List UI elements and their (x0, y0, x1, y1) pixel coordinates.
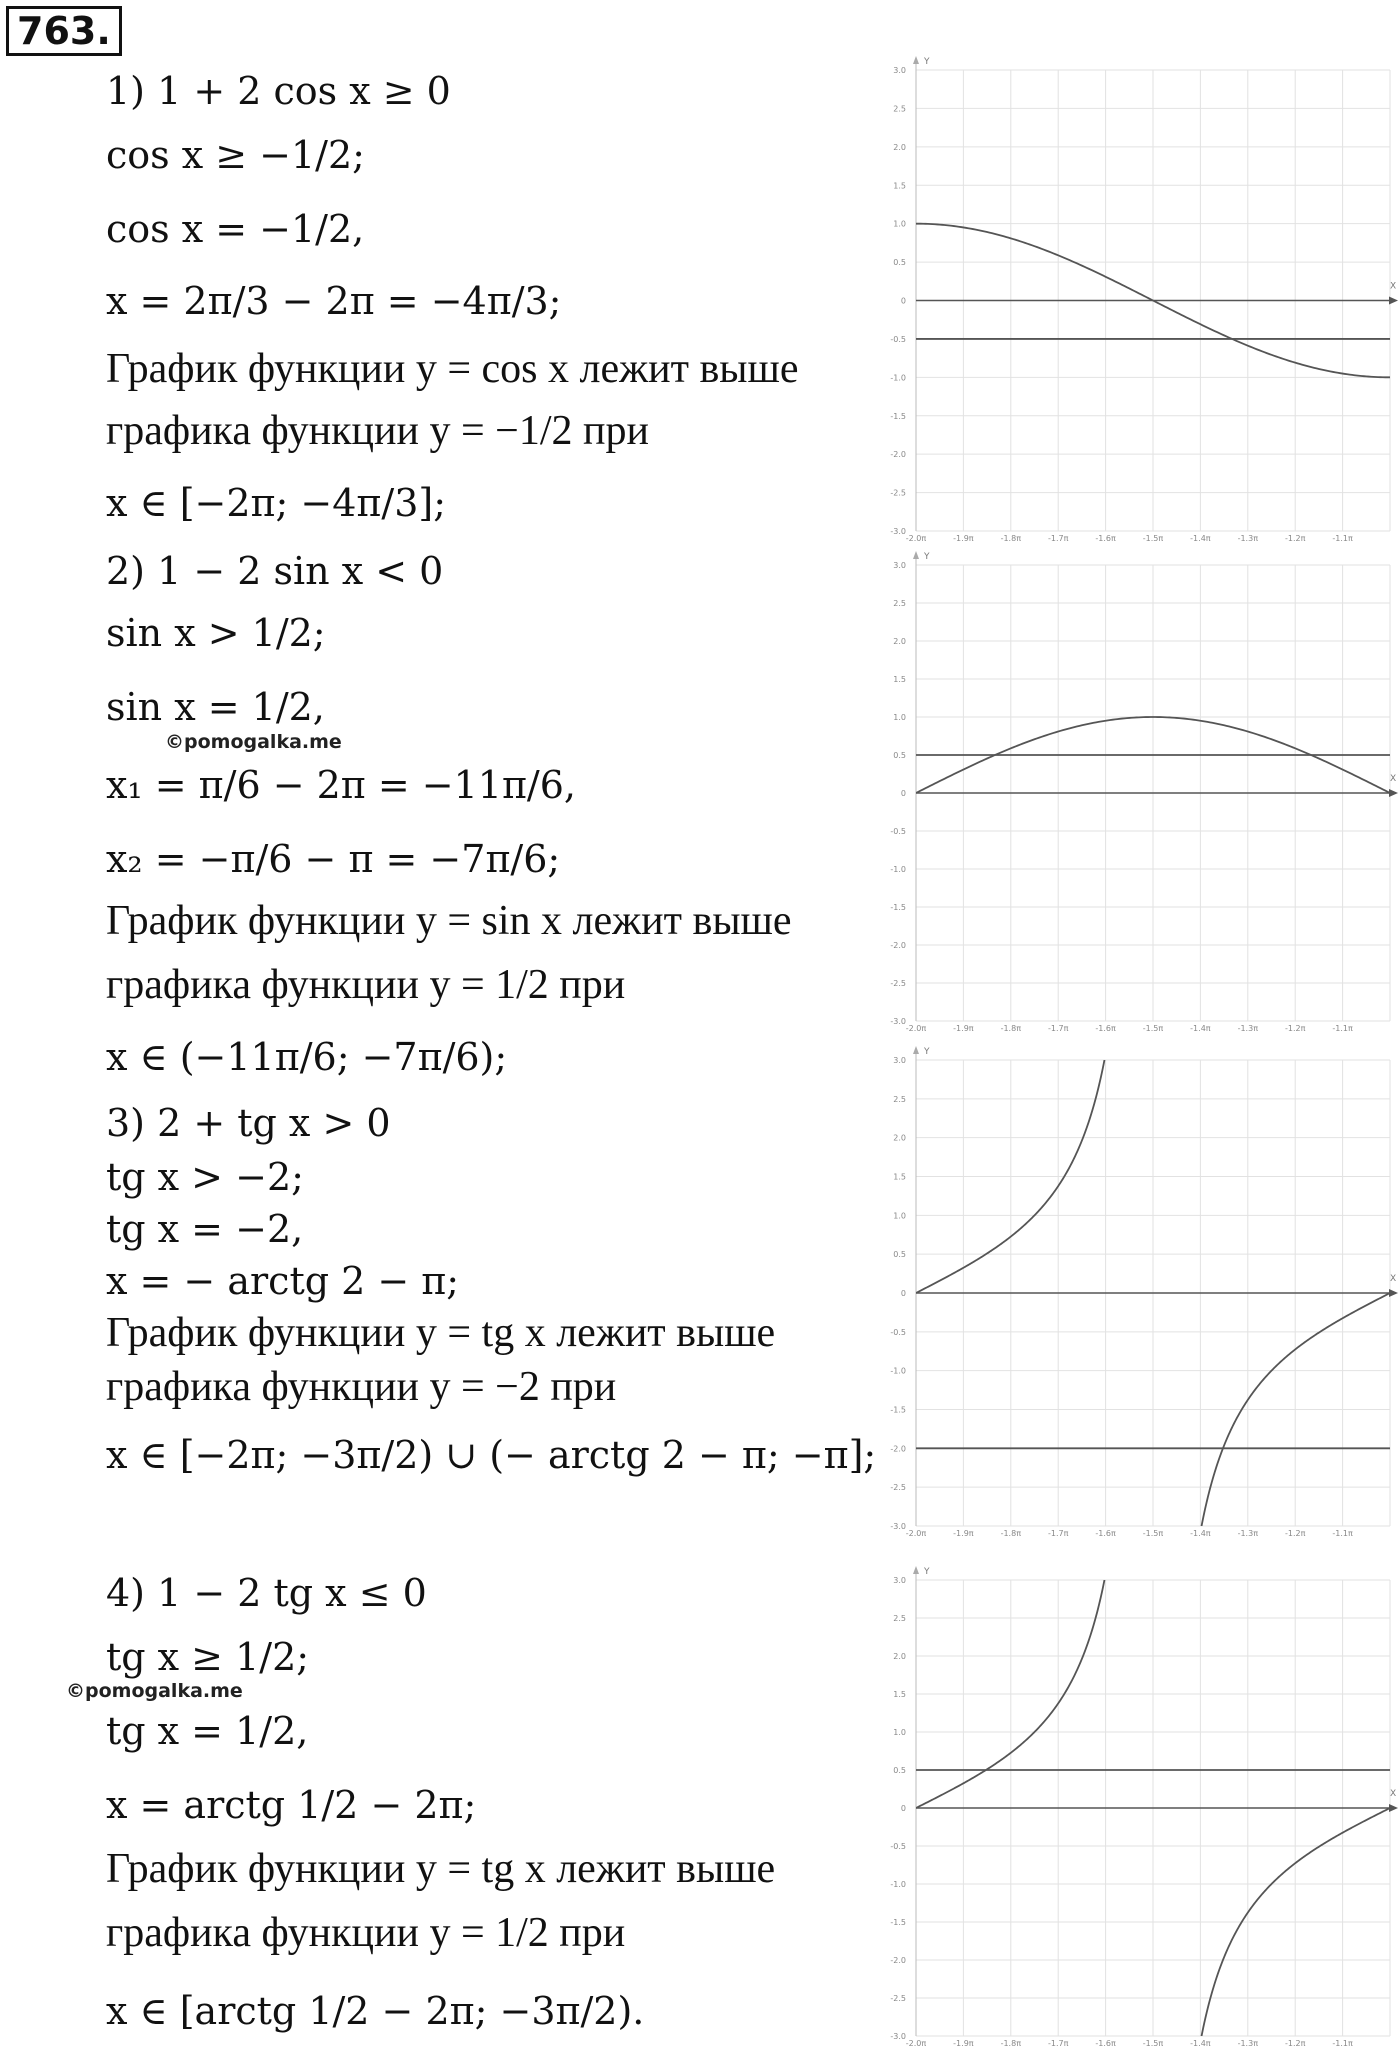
part2-answer: x ∈ (−11π/6; −7π/6); (106, 1035, 508, 1079)
y-tick-label: 2.5 (893, 1094, 906, 1104)
x-tick-label: -2.0π (905, 1024, 927, 1033)
x-tick-label: -1.2π (1284, 1529, 1306, 1538)
y-tick-label: 1.5 (893, 181, 906, 191)
part3-heading: 3) 2 + tg x > 0 (106, 1101, 391, 1145)
x-tick-label: -1.5π (1142, 2039, 1164, 2048)
part4-step: tg x = 1/2, (106, 1709, 309, 1753)
x-tick-label: -1.6π (1095, 1529, 1116, 1538)
x-tick-label: -1.5π (1142, 534, 1164, 543)
part4-step: x = arctg 1/2 − 2π; (106, 1783, 477, 1827)
part3-step: x = − arctg 2 − π; (106, 1259, 460, 1303)
y-tick-label: 1.0 (893, 1211, 906, 1221)
y-axis-label: Y (924, 1047, 930, 1057)
part2-step: x₁ = π/6 − 2π = −11π/6, (106, 763, 576, 807)
y-tick-label: -3.0 (890, 2032, 906, 2041)
x-tick-label: -1.1π (1332, 1529, 1353, 1538)
graph-sin (860, 545, 1400, 1035)
x-tick-label: -1.3π (1237, 2039, 1259, 2048)
part3-conclusion: График функции y = tg x лежит выше (106, 1310, 776, 1356)
y-tick-label: 3.0 (893, 1056, 906, 1065)
part2-step: sin x = 1/2, (106, 685, 325, 729)
part2-heading: 2) 1 − 2 sin x < 0 (106, 549, 444, 593)
x-tick-label: -2.0π (905, 1529, 927, 1538)
y-axis-arrow (913, 551, 919, 559)
x-axis-arrow (1389, 1289, 1398, 1297)
x-tick-label: -1.3π (1237, 534, 1259, 543)
part3-answer: x ∈ [−2π; −3π/2) ∪ (− arctg 2 − π; −π]; (106, 1433, 877, 1477)
y-tick-label: 2.0 (893, 1652, 906, 1661)
x-tick-label: -1.6π (1095, 1024, 1116, 1033)
y-tick-label: 0 (900, 296, 906, 306)
x-tick-label: -1.7π (1047, 2039, 1069, 2048)
y-tick-label: -1.0 (890, 373, 906, 383)
x-tick-label: -1.1π (1332, 534, 1353, 543)
watermark: ©pomogalka.me (66, 1680, 243, 1702)
y-tick-label: -2.0 (890, 450, 906, 460)
x-tick-label: -1.9π (953, 1529, 974, 1538)
y-tick-label: -2.5 (890, 488, 906, 498)
y-tick-label: 1.0 (893, 1728, 906, 1737)
x-tick-label: -1.8π (1000, 1024, 1022, 1033)
x-tick-label: -2.0π (905, 534, 927, 543)
part3-step: tg x > −2; (106, 1155, 304, 1199)
y-axis-arrow (913, 56, 919, 64)
y-tick-label: -2.0 (890, 1444, 906, 1454)
part3-step: tg x = −2, (106, 1207, 304, 1251)
y-tick-label: -3.0 (890, 1017, 906, 1026)
y-tick-label: -1.0 (890, 1880, 906, 1889)
y-tick-label: -1.5 (890, 411, 906, 421)
y-tick-label: 1.0 (893, 219, 906, 229)
y-tick-label: 0.5 (893, 258, 906, 268)
x-tick-label: -1.4π (1190, 1529, 1211, 1538)
part4-conclusion: графика функции y = 1/2 при (106, 1910, 626, 1956)
y-tick-label: 0.5 (893, 1250, 906, 1260)
x-axis-arrow (1389, 1804, 1398, 1812)
y-tick-label: 3.0 (893, 1576, 906, 1585)
y-tick-label: -3.0 (890, 527, 906, 536)
x-axis-label: X (1390, 1789, 1397, 1799)
x-tick-label: -1.7π (1047, 534, 1069, 543)
y-axis-arrow (913, 1566, 919, 1574)
part2-step: x₂ = −π/6 − π = −7π/6; (106, 837, 561, 881)
part1-step: cos x ≥ −1/2; (106, 133, 365, 177)
y-tick-label: -1.5 (890, 1918, 906, 1927)
y-tick-label: 1.5 (893, 675, 906, 684)
x-tick-label: -1.6π (1095, 534, 1116, 543)
x-tick-label: -1.1π (1332, 2039, 1353, 2048)
y-tick-label: -3.0 (890, 1522, 906, 1531)
x-tick-label: -1.1π (1332, 1024, 1353, 1033)
y-tick-label: -1.5 (890, 1405, 906, 1415)
y-tick-label: 1.0 (893, 713, 906, 722)
part4-answer: x ∈ [arctg 1/2 − 2π; −3π/2). (106, 1989, 645, 2033)
y-tick-label: 2.0 (893, 1133, 906, 1143)
y-tick-label: 0.5 (893, 1766, 906, 1775)
y-tick-label: 1.5 (893, 1690, 906, 1699)
y-tick-label: 1.5 (893, 1172, 906, 1182)
x-tick-label: -1.3π (1237, 1024, 1259, 1033)
graph-svg (860, 545, 1400, 1035)
y-tick-label: 0 (900, 1289, 906, 1298)
y-tick-label: 2.0 (893, 637, 906, 646)
x-axis-label: X (1390, 1274, 1397, 1284)
graph-svg (860, 1560, 1400, 2050)
x-tick-label: -1.2π (1284, 2039, 1306, 2048)
y-tick-label: -2.5 (890, 979, 906, 988)
x-tick-label: -1.9π (953, 2039, 974, 2048)
y-tick-label: 2.0 (893, 142, 906, 152)
y-tick-label: -0.5 (890, 1327, 906, 1337)
part1-heading: 1) 1 + 2 cos x ≥ 0 (106, 69, 451, 113)
y-axis-label: Y (924, 57, 930, 67)
y-axis-label: Y (924, 1567, 930, 1577)
y-tick-label: 2.5 (893, 104, 906, 114)
y-tick-label: 2.5 (893, 599, 906, 608)
y-tick-label: -2.5 (890, 1994, 906, 2003)
y-tick-label: 0.5 (893, 751, 906, 760)
x-tick-label: -1.2π (1284, 534, 1306, 543)
part2-conclusion: График функции y = sin x лежит выше (106, 898, 792, 944)
x-tick-label: -1.8π (1000, 2039, 1022, 2048)
x-tick-label: -1.5π (1142, 1529, 1164, 1538)
y-tick-label: -0.5 (890, 827, 906, 836)
part1-step: cos x = −1/2, (106, 207, 365, 251)
x-axis-arrow (1389, 789, 1398, 797)
x-tick-label: -2.0π (905, 2039, 927, 2048)
x-tick-label: -1.5π (1142, 1024, 1164, 1033)
y-tick-label: 3.0 (893, 561, 906, 570)
y-axis-label: Y (924, 552, 930, 562)
x-tick-label: -1.8π (1000, 1529, 1022, 1538)
graph-cos (860, 50, 1400, 545)
y-tick-label: -0.5 (890, 334, 906, 344)
part3-conclusion: графика функции y = −2 при (106, 1364, 617, 1410)
x-axis-arrow (1389, 297, 1398, 305)
y-tick-label: 2.5 (893, 1614, 906, 1623)
y-tick-label: 3.0 (893, 66, 906, 75)
y-tick-label: -1.0 (890, 1366, 906, 1376)
part1-answer: x ∈ [−2π; −4π/3]; (106, 481, 447, 525)
exercise-number: 763. (6, 6, 122, 56)
x-tick-label: -1.9π (953, 534, 974, 543)
graph-svg (860, 1040, 1400, 1540)
part4-conclusion: График функции y = tg x лежит выше (106, 1846, 776, 1892)
y-tick-label: -2.0 (890, 1956, 906, 1965)
x-tick-label: -1.4π (1190, 2039, 1211, 2048)
y-tick-label: -1.0 (890, 865, 906, 874)
x-tick-label: -1.9π (953, 1024, 974, 1033)
x-tick-label: -1.4π (1190, 1024, 1211, 1033)
part2-conclusion: графика функции y = 1/2 при (106, 962, 626, 1008)
x-tick-label: -1.7π (1047, 1024, 1069, 1033)
graph-tg-half (860, 1560, 1400, 2050)
part4-step: tg x ≥ 1/2; (106, 1635, 310, 1679)
graph-svg (860, 50, 1400, 545)
part1-conclusion: графика функции y = −1/2 при (106, 408, 649, 454)
graph-tg-minus2 (860, 1040, 1400, 1540)
y-tick-label: 0 (900, 1804, 906, 1813)
x-tick-label: -1.3π (1237, 1529, 1259, 1538)
part1-step: x = 2π/3 − 2π = −4π/3; (106, 279, 562, 323)
x-tick-label: -1.7π (1047, 1529, 1069, 1538)
y-tick-label: -2.0 (890, 941, 906, 950)
y-axis-arrow (913, 1046, 919, 1054)
part1-conclusion: График функции y = cos x лежит выше (106, 346, 799, 392)
x-axis-label: X (1390, 281, 1397, 292)
x-tick-label: -1.8π (1000, 534, 1022, 543)
part4-heading: 4) 1 − 2 tg x ≤ 0 (106, 1571, 427, 1615)
part2-step: sin x > 1/2; (106, 611, 326, 655)
y-tick-label: 0 (900, 789, 906, 798)
y-tick-label: -0.5 (890, 1842, 906, 1851)
y-tick-label: -2.5 (890, 1483, 906, 1493)
x-tick-label: -1.6π (1095, 2039, 1116, 2048)
y-tick-label: -1.5 (890, 903, 906, 912)
watermark: ©pomogalka.me (165, 731, 342, 753)
x-tick-label: -1.4π (1190, 534, 1211, 543)
x-axis-label: X (1390, 774, 1397, 784)
x-tick-label: -1.2π (1284, 1024, 1306, 1033)
